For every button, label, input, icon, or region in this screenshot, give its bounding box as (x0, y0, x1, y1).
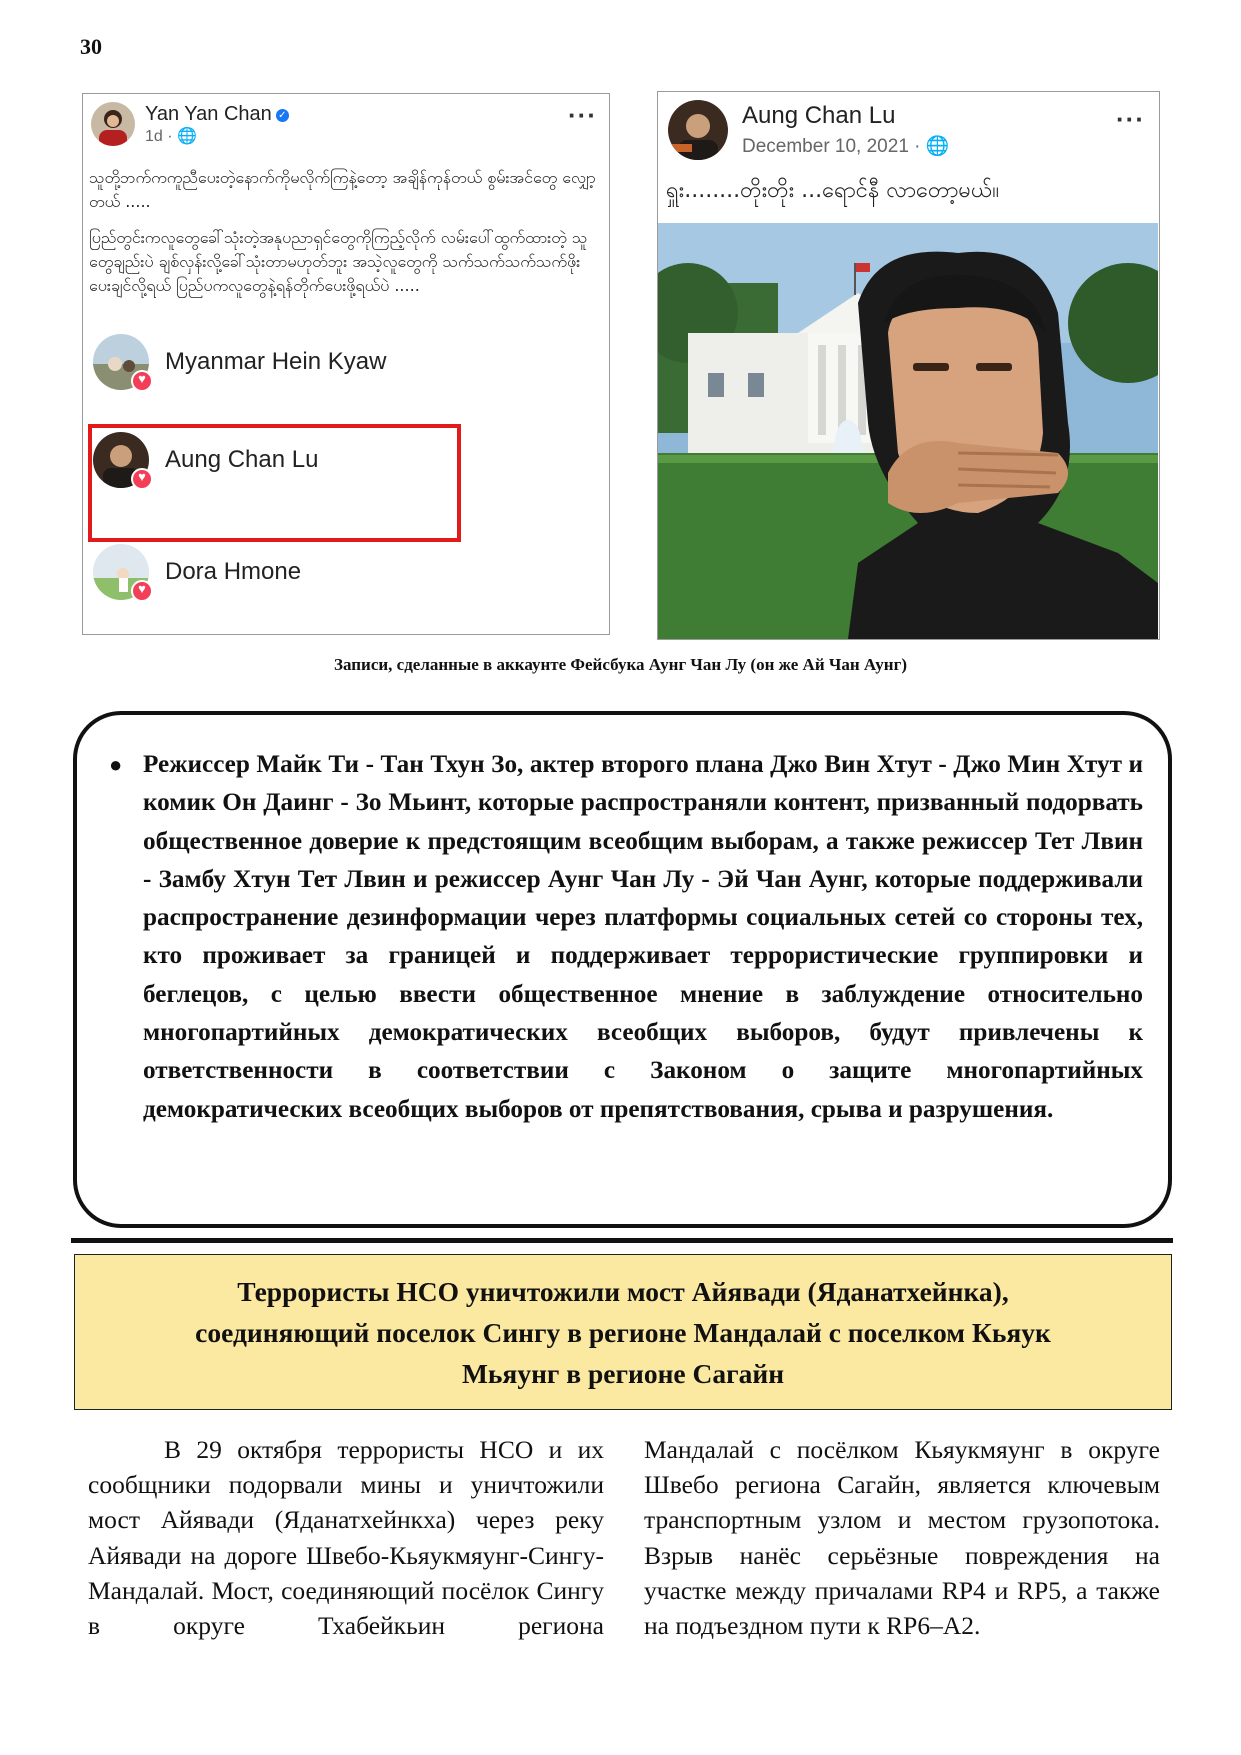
post-time: 1d · (145, 127, 173, 145)
notice-item (109, 746, 1143, 1129)
author-avatar (91, 102, 135, 146)
more-options-icon[interactable]: ··· (1116, 104, 1145, 134)
verified-badge-icon: ✓ (276, 109, 289, 122)
headline-line: Мьяунг в регионе Сагайн (461, 1358, 785, 1389)
globe-icon: 🌐 (925, 136, 950, 157)
article-paragraph: Мандалай с посёлком Кьяукмяунг в округе Швебо региона Сагайн, является ключевым транспортным узлом и местом грузопотока. Взрыв нанёс серьёзные повреждения на участке между причалами RP4 и RP5, а также на подъездном пути к RP6–A2. (644, 1435, 1160, 1641)
section-divider (71, 1238, 1173, 1243)
article-column-left (88, 1432, 604, 1643)
post-text: ရှူး........တိုးတိုး ...ရောင်နီ လာတော့မယ်။ (666, 178, 1000, 203)
reactor-item-highlighted[interactable] (93, 432, 318, 488)
reactor-name: Aung Chan Lu (165, 446, 319, 473)
post-text-2: ပြည်တွင်းကလူတွေခေါ်သုံးတဲ့အနုပညာရှင်တွေကိုကြည့်လိုက် လမ်းပေါ်ထွက်ထားတဲ့ သူတွေချည်းပဲ ချစ်လှန်းလို့ခေါ်သုံးတာမဟုတ်ဘူး အသဲ့လူတွေကို သက်သက်သက်သက်ဖိုးပေးချင်လို့ရယ် ပြည်ပကလူတွေနဲ့ရန်တိုက်ပေးဖို့ရယ်ပဲ ..... (89, 228, 588, 295)
author-name: Aung Chan Lu (742, 102, 896, 129)
more-options-icon[interactable]: ··· (568, 100, 597, 130)
reactor-name: Dora Hmone (165, 558, 302, 585)
article-column-right (644, 1432, 1160, 1643)
reactor-name: Myanmar Hein Kyaw (165, 348, 387, 375)
right-post-header (668, 100, 949, 160)
notice-box (73, 711, 1172, 1228)
globe-icon: 🌐 (177, 127, 197, 145)
love-reaction-icon (131, 370, 153, 392)
left-post-header (91, 102, 289, 146)
article-headline (75, 1255, 1171, 1394)
bullet-icon: ● (109, 752, 123, 777)
notice-text: Режиссер Майк Ти - Тан Тхун Зо, актер второго плана Джо Вин Хтут - Джо Мин Хтут и комик Он Даинг - Зо Мьинт, которые распространяли контент, призванный подорвать общественное доверие к предстоящим всеобщим выборам, а также режиссер Тет Лвин - Замбу Хтун Тет Лвин и режиссер Аунг Чан Лу - Эй Чан Аунг, которые поддерживали распространение дезинформации через платформы социальных сетей со стороны тех, кто проживает за границей и поддерживает террористические группировки и беглецов, с целью ввести общественное мнение в заблуждение относительно многопартийных демократических всеобщих выборов, будут привлечены к ответственности в соответствии с Законом о защите многопартийных демократических всеобщих выборов от препятствования, срыва и разрушения. (143, 751, 1143, 1123)
headline-box (74, 1254, 1172, 1410)
reactor-item[interactable] (93, 334, 386, 390)
right-post-screenshot (657, 91, 1160, 640)
left-post-screenshot (82, 93, 610, 635)
reactor-avatar (93, 334, 149, 390)
reactor-avatar (93, 432, 149, 488)
page-number: 30 (80, 34, 102, 59)
author-name: Yan Yan Chan (145, 102, 272, 125)
headline-line: соединяющий поселок Сингу в регионе Мандалай с поселком Кьяук (195, 1317, 1051, 1348)
article-paragraph: В 29 октября террористы НСО и их сообщники подорвали мины и уничтожили мост Айявади (Яданатхейнкха) через реку Айявади на дороге Швебо-Кьяукмяунг-Сингу-Мандалай. Мост, соединяющий посёлок Сингу в округе Тхабейкьин региона (88, 1435, 604, 1641)
love-reaction-icon (131, 580, 153, 602)
love-reaction-icon (131, 468, 153, 490)
author-avatar (668, 100, 728, 160)
headline-line: Террористы НСО уничтожили мост Айявади (Яданатхейнка), (237, 1276, 1009, 1307)
post-photo (658, 223, 1158, 639)
reactor-avatar (93, 544, 149, 600)
reactor-item[interactable] (93, 544, 301, 600)
figure-caption: Записи, сделанные в аккаунте Фейсбука Аунг Чан Лу (он же Ай Чан Аунг) (333, 655, 907, 674)
post-date: December 10, 2021 · (742, 136, 921, 157)
post-text-1: သူတို့ဘက်ကကူညီပေးတဲ့နောက်ကိုမလိုက်ကြနဲ့တော့ အချိန်ကုန်တယ် စွမ်းအင်တွေ လျှော့တယ် ..... (89, 168, 596, 211)
